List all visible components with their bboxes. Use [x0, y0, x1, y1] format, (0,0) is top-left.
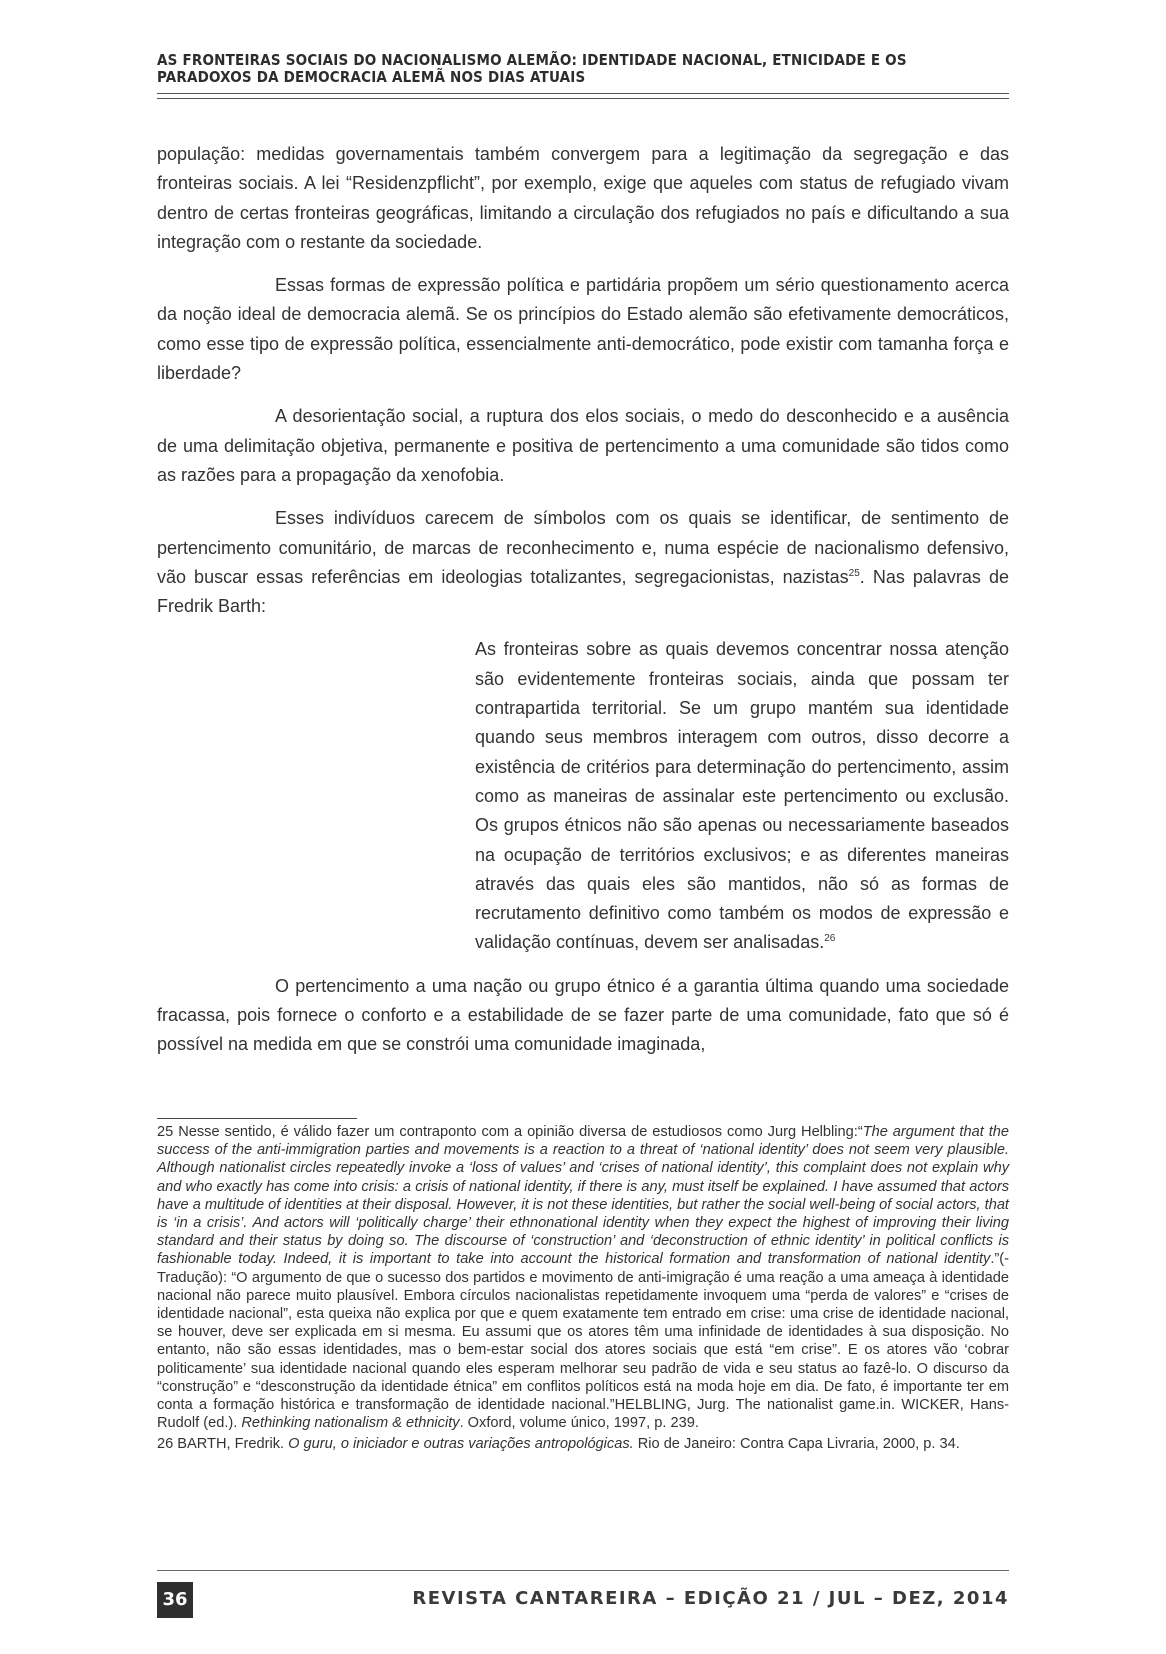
footer-divider — [157, 1570, 1009, 1571]
footnote-ref-26[interactable]: 26 — [824, 933, 836, 945]
paragraph-4-text: Esses indivíduos carecem de símbolos com os quais se identificar, de sentimento de pertencimento comunitário, de marcas de reconhecimento e, numa espécie de nacionalismo defensivo, vão buscar essas referências em ideologias totalizantes, segregacionistas, nazistas — [157, 508, 1009, 587]
footnote-25-english-quote: The argument that the success of the anti-immigration parties and movements is a reaction to a threat of ‘national identity’ does not seem very plausible. Although nationalist circles repeatedly invoke a ‘loss of values’ and ‘crises of national identity’, this complaint does not explain why and who exactly has come into crisis: a crisis of national identity, if there is any, must itself be explained. I have assumed that actors have a multitude of identities at their disposal. However, it is not these identities, but rather the social well-being of social actors, that is ‘in a crisis’. And actors will ‘politically charge’ their ethnonational identity when they expect the highest of improving their living standard and their status by doing so. The discourse of ‘construction’ and ‘deconstruction of ethnic identity’ in political conflicts is fashionable today. Indeed, it is important to take into account the historical formation and transformation of national identity — [157, 1124, 1010, 1268]
footnote-26-intro: 26 BARTH, Fredrik. — [157, 1436, 289, 1453]
paragraph-5: O pertencimento a uma nação ou grupo étnico é a garantia última quando uma sociedade fracassa, pois fornece o conforto e a estabilidade de se fazer parte de uma comunidade, fato que só é possível na medida em que se constrói uma comunidade imaginada, — [157, 975, 1009, 1055]
footnote-ref-25[interactable]: 25 — [848, 567, 860, 579]
footnotes — [157, 1123, 1009, 1457]
paragraph-4 — [157, 504, 1009, 621]
footnote-separator — [157, 1118, 357, 1119]
header-divider-top — [157, 93, 1009, 94]
footnote-25-translation: .”(-Tradução): “O argumento de que o sucesso dos partidos e movimento de anti-imigração é uma reação a uma ameaça à identidade nacional não parece muito plausível. Embora círculos nacionalistas repetidamente invoquem uma “perda de valores” e “crises de identidade nacional”, esta queixa não explica por que e quem exatamente tem entrado em crise: uma crise de identidade nacional, se houver, deve ser explicada em si mesma. Eu assumi que os atores têm uma infinidade de identidades à sua disposição. No entanto, não são essas identidades, mas o bem-estar social dos atores sociais que está “em crise”. E os atores vão ‘cobrar politicamente’ sua identidade nacional quando eles esperam melhorar seu padrão de vida e seu status ao fazê-lo. O discurso da “construção” e “desconstrução da identidade étnica” em conflitos políticos está na moda hoje em dia. De fato, é importante ter em conta a formação histórica e transformação de identidade nacional.”HELBLING, Jurg. The nationalist game.in. WICKER, Hans-Rudolf (ed.). — [157, 1251, 1009, 1432]
footnote-26-end: Rio de Janeiro: Contra Capa Livraria, 2000, p. 34. — [633, 1436, 960, 1453]
footnote-26 — [157, 1435, 1009, 1453]
block-quote-text: As fronteiras sobre as quais devemos concentrar nossa atenção são evidentemente fronteiras sociais, ainda que possam ter contrapartida territorial. Se um grupo mantém sua identidade quando seus membros interagem com outros, disso decorre a existência de critérios para determinação do pertencimento, assim como as maneiras de assinalar este pertencimento ou exclusão. Os grupos étnicos não são apenas ou necessariamente baseados na ocupação de territórios exclusivos; e as diferentes maneiras através das quais eles são mantidos, não só as formas de recrutamento definitivo como também os modos de expressão e validação contínuas, devem ser analisadas. — [475, 639, 1009, 953]
footnote-25-end: . Oxford, volume único, 1997, p. 239. — [459, 1415, 699, 1432]
header-title-line-1: AS FRONTEIRAS SOCIAIS DO NACIONALISMO ALEMÃO: IDENTIDADE NACIONAL, ETNICIDADE E OS — [157, 51, 907, 69]
footnote-25-book-title: Rethinking nationalism & ethnicity — [241, 1415, 460, 1432]
journal-footer: REVISTA CANTAREIRA – EDIÇÃO 21 / JUL – DEZ, 2014 — [412, 1588, 1009, 1609]
footnote-25 — [157, 1123, 1009, 1432]
footnote-26-book-title: O guru, o iniciador e outras variações antropológicas. — [288, 1436, 634, 1453]
paragraph-2: Essas formas de expressão política e partidária propõem um sério questionamento acerca da noção ideal de democracia alemã. Se os princípios do Estado alemão são efetivamente democráticos, como esse tipo de expressão política, essencialmente anti-democrático, pode existir com tamanha força e liberdade? — [157, 275, 1009, 384]
main-text — [157, 140, 1009, 1074]
page-number: 36 — [157, 1582, 193, 1618]
running-header — [157, 52, 1009, 86]
header-title-line-2: PARADOXOS DA DEMOCRACIA ALEMÃ NOS DIAS ATUAIS — [157, 68, 586, 86]
footnote-25-intro: 25 Nesse sentido, é válido fazer um contraponto com a opinião diversa de estudiosos como Jurg Helbling:“ — [157, 1124, 863, 1140]
paragraph-1: população: medidas governamentais também convergem para a legitimação da segregação e das fronteiras sociais. A lei “Residenzpflicht”, por exemplo, exige que aqueles com status de refugiado vivam dentro de certas fronteiras geográficas, limitando a circulação dos refugiados no país e dificultando a sua integração com o restante da sociedade. — [157, 144, 1009, 252]
block-quote — [475, 635, 1009, 957]
paragraph-3: A desorientação social, a ruptura dos elos sociais, o medo do desconhecido e a ausência de uma delimitação objetiva, permanente e positiva de pertencimento a uma comunidade são tidos como as razões para a propagação da xenofobia. — [157, 406, 1009, 485]
header-divider-bottom — [157, 98, 1009, 99]
paragraph-4-end: . Nas palavras de Fredrik Barth: — [157, 566, 1009, 617]
